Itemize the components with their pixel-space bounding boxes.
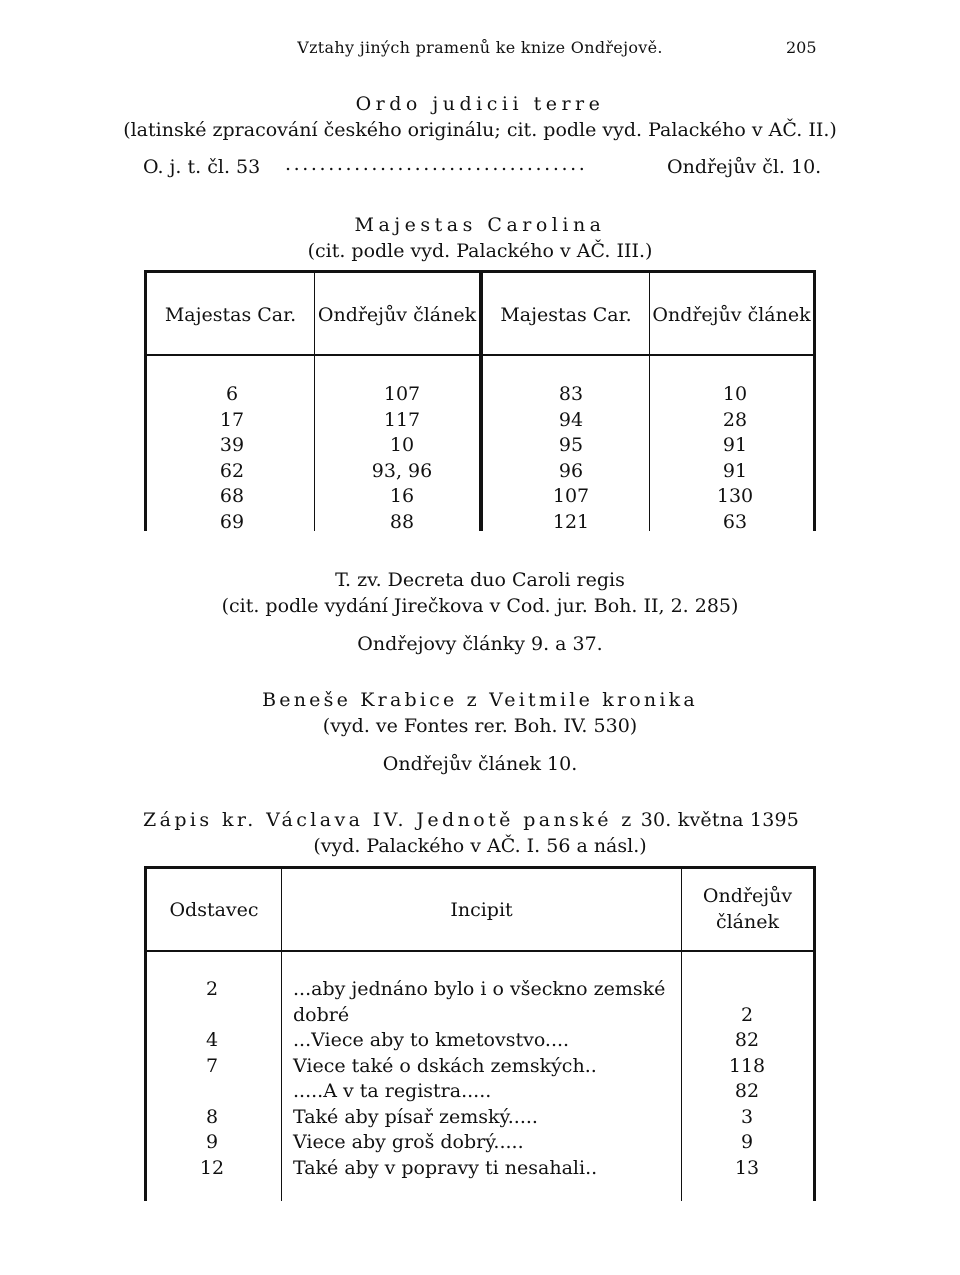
table-row: Viece aby groš dobrý.....: [293, 1131, 524, 1153]
table-row: 118: [728, 1054, 766, 1077]
zapis-col-odstavec: [187, 977, 237, 1181]
majestas-header-4: Ondřejův článek: [652, 304, 811, 326]
majestas-col4: 10 28 91 91 130 63: [716, 383, 754, 533]
table-row: 12: [199, 1156, 225, 1179]
majestas-col3: 83 94 95 96 107 121: [552, 383, 590, 533]
table-row: Také aby v popravy ti nesahali..: [293, 1156, 598, 1179]
table-row: Také aby písař zemský.....: [293, 1105, 538, 1128]
majestas-header-2: Ondřejův článek: [317, 304, 477, 326]
benes-title: Beneše Krabice z Veitmile kronika: [262, 689, 698, 711]
table-row: 3: [740, 1105, 754, 1128]
zapis-table: [144, 866, 816, 1201]
table-row: ...Viece aby to kmetovstvo....: [293, 1029, 570, 1051]
table-row: 82: [734, 1029, 760, 1051]
zapis-title: Zápis kr. Václava IV. Jednotě panské z 30. května 1395: [143, 809, 800, 831]
majestas-col2: 107 117 10 93, 96 16 88: [371, 383, 433, 533]
ordo-subtitle: (latinské zpracování českého originálu; cit. podle vyd. Palackého v AČ. II.): [123, 119, 837, 141]
table-row: ...aby jednáno bylo i o všeckno zemské: [293, 978, 666, 1000]
table-row: 13: [734, 1156, 760, 1179]
table-row: 8: [205, 1105, 219, 1128]
decreta-note: Ondřejovy články 9. a 37.: [357, 633, 603, 655]
majestas-table-right: [480, 270, 816, 531]
zapis-col-clanek: [707, 977, 787, 1181]
majestas-table-left: [144, 270, 482, 531]
zapis-header-odstavec: Odstavec: [169, 899, 259, 921]
table-row: .....A v ta registra.....: [293, 1080, 492, 1102]
ordo-dots: ...................................: [285, 153, 588, 175]
zapis-header-clanek: Ondřejův článek: [702, 885, 793, 933]
table-row: [187, 1079, 237, 1105]
ordo-left: O. j. t. čl. 53: [143, 156, 261, 178]
majestas-header-3: Majestas Car.: [500, 304, 632, 326]
majestas-col1: 6 17 39 62 68 69: [219, 383, 245, 533]
page-number: 205: [786, 38, 817, 57]
majestas-subtitle: (cit. podle vyd. Palackého v AČ. III.): [307, 240, 653, 262]
running-head: Vztahy jiných pramenů ke knize Ondřejově.: [297, 38, 663, 57]
table-row: 82: [734, 1080, 760, 1102]
decreta-subtitle: (cit. podle vydání Jirečkova v Cod. jur. Boh. II, 2. 285): [221, 595, 739, 617]
decreta-title: T. zv. Decreta duo Caroli regis: [335, 569, 625, 591]
table-row: 9: [205, 1131, 219, 1153]
benes-subtitle: (vyd. ve Fontes rer. Boh. IV. 530): [322, 715, 638, 737]
zapis-subtitle: (vyd. Palackého v AČ. I. 56 a násl.): [313, 835, 647, 857]
table-row: 4: [205, 1029, 219, 1051]
table-row: [707, 977, 787, 1003]
majestas-header-1: Majestas Car.: [164, 304, 297, 326]
table-row: 2: [205, 978, 219, 1000]
zapis-header-incipit: Incipit: [450, 899, 513, 921]
table-row: [187, 1003, 237, 1029]
table-row: dobré: [293, 1003, 350, 1026]
zapis-col-incipit: [293, 977, 681, 1181]
table-row: Viece také o dskách zemských..: [293, 1054, 597, 1077]
table-row: 9: [740, 1131, 754, 1153]
ordo-title: Ordo judicii terre: [355, 93, 605, 115]
ordo-right: Ondřejův čl. 10.: [667, 156, 822, 178]
benes-note: Ondřejův článek 10.: [382, 753, 578, 775]
majestas-title: Majestas Carolina: [354, 214, 606, 236]
table-row: 7: [205, 1054, 219, 1077]
table-row: 2: [740, 1003, 754, 1026]
